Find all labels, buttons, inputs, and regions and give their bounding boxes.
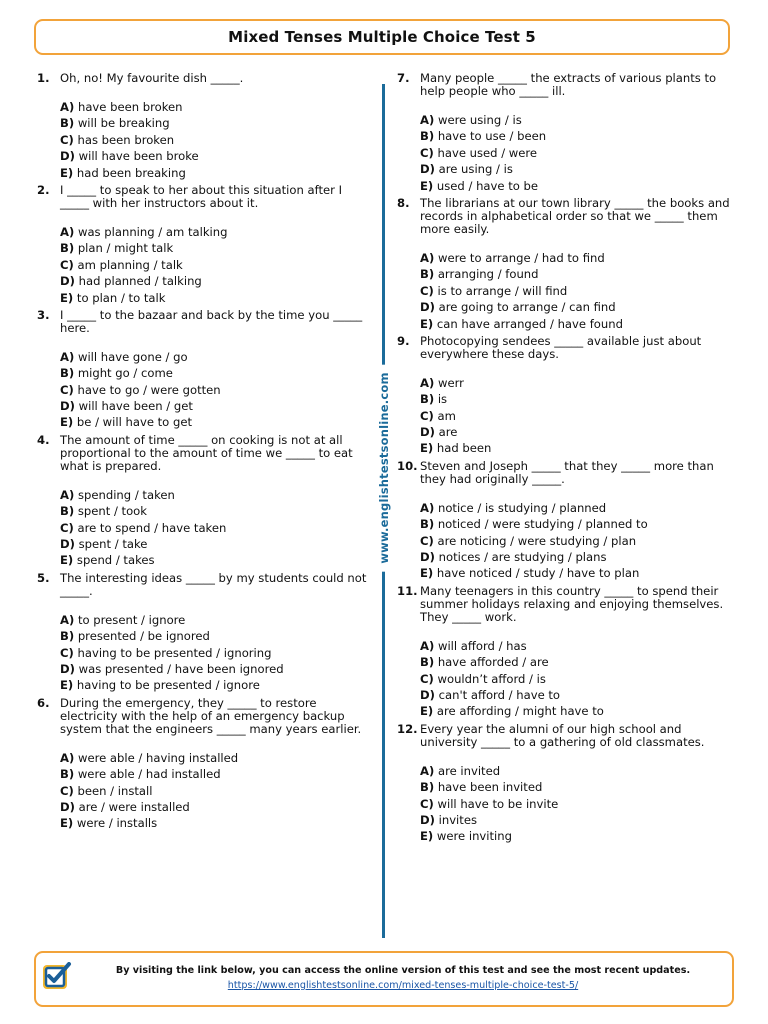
- option-text: presented / be ignored: [77, 629, 210, 644]
- option-text: might go / come: [77, 366, 173, 381]
- option-d: [60, 536, 372, 552]
- option-letter: C): [420, 283, 434, 298]
- option-c: [420, 533, 732, 549]
- option-letter: B): [420, 267, 435, 282]
- option-text: were able / having installed: [77, 750, 239, 765]
- options: [60, 349, 372, 431]
- question-text: The librarians at our town library _____ the books and records in alphabetical order so that we _____ them more easily.: [420, 195, 730, 236]
- question-number: 9.: [397, 333, 410, 348]
- option-b: [420, 128, 732, 144]
- option-text: to plan / to talk: [76, 290, 166, 305]
- option-b: [420, 516, 732, 532]
- option-letter: A): [420, 763, 435, 778]
- option-letter: D): [60, 537, 75, 552]
- option-b: [60, 628, 372, 644]
- option-text: has been broken: [77, 132, 175, 147]
- option-text: have used / were: [437, 145, 538, 160]
- option-b: [420, 779, 732, 795]
- question-7: [397, 72, 732, 194]
- option-text: am: [437, 408, 456, 423]
- question-text: During the emergency, they _____ to restore electricity with the help of an emergency backup system that the engineers _____ many years earlier.: [60, 695, 362, 736]
- option-d: [420, 812, 732, 828]
- option-text: will have been / get: [78, 399, 193, 414]
- option-a: [60, 612, 372, 628]
- option-a: [60, 224, 372, 240]
- option-c: [420, 283, 732, 299]
- option-a: [420, 763, 732, 779]
- option-d: [420, 424, 732, 440]
- option-text: werr: [437, 375, 464, 390]
- option-c: [420, 671, 732, 687]
- option-letter: D): [420, 300, 435, 315]
- option-letter: D): [420, 687, 435, 702]
- option-text: spent / took: [77, 504, 147, 519]
- option-d: [60, 273, 372, 289]
- question-8: [397, 197, 732, 332]
- option-letter: C): [60, 132, 74, 147]
- option-d: [420, 161, 732, 177]
- option-text: have been invited: [437, 780, 543, 795]
- option-letter: A): [60, 100, 75, 114]
- option-e: [420, 828, 732, 844]
- option-letter: E): [60, 415, 74, 430]
- option-letter: D): [60, 149, 75, 164]
- option-e: [60, 414, 372, 430]
- question-number: 8.: [397, 195, 410, 210]
- option-letter: E): [420, 829, 434, 844]
- question-6: [37, 697, 372, 832]
- option-letter: C): [420, 533, 434, 548]
- option-text: can have arranged / have found: [436, 316, 623, 331]
- option-letter: D): [420, 812, 435, 827]
- option-letter: D): [60, 799, 75, 814]
- option-a: [420, 638, 732, 654]
- page-title: Mixed Tenses Multiple Choice Test 5: [228, 28, 536, 46]
- option-letter: C): [60, 783, 74, 798]
- question-text: The amount of time _____ on cooking is not at all proportional to the amount of time we _____ to eat what is prepared.: [60, 432, 353, 473]
- option-text: will have been broke: [78, 149, 199, 164]
- option-b: [420, 654, 732, 670]
- option-letter: C): [60, 257, 74, 272]
- option-c: [60, 382, 372, 398]
- option-letter: B): [420, 780, 435, 795]
- option-d: [420, 687, 732, 703]
- option-d: [420, 299, 732, 315]
- option-text: having to be presented / ignoring: [77, 645, 272, 660]
- question-9: [397, 335, 732, 457]
- option-d: [60, 148, 372, 164]
- option-b: [420, 266, 732, 282]
- option-letter: C): [420, 145, 434, 160]
- option-text: to present / ignore: [77, 612, 186, 627]
- options: [420, 112, 732, 194]
- option-letter: E): [60, 165, 74, 180]
- option-d: [60, 661, 372, 677]
- question-5: [37, 572, 372, 694]
- option-letter: E): [60, 816, 74, 831]
- option-b: [60, 503, 372, 519]
- option-a: [420, 375, 732, 391]
- option-text: were using / is: [437, 113, 522, 127]
- option-letter: C): [420, 671, 434, 686]
- option-letter: E): [420, 316, 434, 331]
- question-number: 3.: [37, 307, 50, 322]
- option-c: [60, 645, 372, 661]
- question-text: I _____ to speak to her about this situation after I _____ with her instructors about it.: [60, 182, 343, 210]
- option-e: [60, 165, 372, 181]
- option-text: invites: [438, 812, 477, 827]
- option-letter: D): [60, 274, 75, 289]
- option-text: have to go / were gotten: [77, 382, 221, 397]
- option-b: [60, 240, 372, 256]
- option-a: [60, 750, 372, 766]
- option-e: [60, 290, 372, 306]
- footer-text: By visiting the link below, you can access the online version of this test and see the most recent updates.: [115, 965, 691, 976]
- option-text: was planning / am talking: [77, 224, 228, 239]
- option-text: have noticed / study / have to plan: [436, 566, 640, 581]
- question-number: 4.: [37, 432, 50, 447]
- question-text: Every year the alumni of our high school and university _____ to a gathering of old classmates.: [420, 721, 705, 749]
- option-c: [420, 145, 732, 161]
- question-number: 5.: [37, 570, 50, 585]
- option-d: [60, 799, 372, 815]
- option-b: [420, 391, 732, 407]
- option-text: wouldn’t afford / is: [437, 671, 546, 686]
- question-number: 2.: [37, 182, 50, 197]
- option-letter: C): [60, 520, 74, 535]
- option-text: spend / takes: [76, 553, 155, 568]
- question-11: [397, 585, 732, 720]
- option-letter: B): [420, 392, 435, 407]
- option-text: will have to be invite: [437, 796, 559, 811]
- option-letter: A): [420, 638, 435, 653]
- question-number: 1.: [37, 71, 50, 85]
- question-1: [37, 72, 372, 181]
- option-letter: D): [420, 550, 435, 565]
- option-e: [420, 703, 732, 719]
- options: [420, 500, 732, 582]
- options: [60, 99, 372, 181]
- option-text: am planning / talk: [77, 257, 183, 272]
- option-text: are going to arrange / can find: [438, 300, 616, 315]
- option-letter: D): [60, 399, 75, 414]
- footer-box: [34, 951, 734, 1007]
- option-c: [60, 520, 372, 536]
- option-letter: C): [60, 645, 74, 660]
- option-a: [420, 250, 732, 266]
- question-number: 11.: [397, 583, 418, 598]
- option-letter: E): [60, 678, 74, 693]
- option-letter: D): [420, 162, 435, 177]
- question-10: [397, 460, 732, 582]
- option-letter: A): [420, 375, 435, 390]
- option-c: [60, 783, 372, 799]
- title-box: [34, 19, 730, 55]
- option-a: [60, 349, 372, 365]
- option-letter: A): [60, 487, 75, 502]
- option-text: are using / is: [438, 162, 513, 177]
- question-text: Photocopying sendees _____ available just about everywhere these days.: [420, 333, 702, 361]
- option-text: have been broken: [77, 100, 183, 114]
- option-letter: B): [60, 767, 75, 782]
- question-2: [37, 184, 372, 306]
- option-text: is: [437, 392, 448, 407]
- question-4: [37, 434, 372, 569]
- option-text: are to spend / have taken: [77, 520, 227, 535]
- option-letter: B): [60, 629, 75, 644]
- options: [60, 612, 372, 694]
- option-b: [60, 365, 372, 381]
- option-text: had planned / talking: [78, 274, 202, 289]
- option-text: were able / had installed: [77, 767, 221, 782]
- option-d: [60, 398, 372, 414]
- option-letter: A): [60, 349, 75, 364]
- option-text: notice / is studying / planned: [437, 500, 607, 515]
- option-a: [420, 112, 732, 128]
- question-text: Many people _____ the extracts of various plants to help people who _____ ill.: [420, 71, 717, 98]
- option-text: arranging / found: [437, 267, 539, 282]
- option-e: [420, 178, 732, 194]
- option-b: [60, 115, 372, 131]
- option-letter: B): [60, 116, 75, 131]
- question-number: 10.: [397, 458, 418, 473]
- option-text: had been: [436, 441, 492, 456]
- option-c: [420, 796, 732, 812]
- option-text: are / were installed: [78, 799, 190, 814]
- option-e: [420, 316, 732, 332]
- option-letter: A): [60, 750, 75, 765]
- option-letter: E): [60, 553, 74, 568]
- option-letter: E): [420, 704, 434, 719]
- option-e: [420, 565, 732, 581]
- option-letter: E): [60, 290, 74, 305]
- options: [60, 750, 372, 832]
- option-letter: B): [60, 504, 75, 519]
- option-text: have to use / been: [437, 129, 547, 144]
- question-number: 7.: [397, 71, 410, 85]
- question-3: [37, 309, 372, 431]
- option-text: notices / are studying / plans: [438, 550, 607, 565]
- options: [60, 487, 372, 569]
- right-column: [397, 72, 732, 848]
- question-text: Many teenagers in this country _____ to spend their summer holidays relaxing and enjoying themselves. They _____ work.: [420, 583, 724, 624]
- option-text: were / installs: [76, 816, 158, 831]
- option-e: [60, 677, 372, 693]
- option-text: can't afford / have to: [438, 687, 561, 702]
- options: [420, 763, 732, 845]
- question-12: [397, 723, 732, 845]
- option-text: will afford / has: [437, 638, 527, 653]
- option-c: [60, 132, 372, 148]
- option-c: [60, 257, 372, 273]
- checkbox-logo-icon: [42, 962, 72, 992]
- option-text: are affording / might have to: [436, 704, 604, 719]
- option-text: been / install: [77, 783, 153, 798]
- option-text: is to arrange / will find: [437, 283, 568, 298]
- option-text: be / will have to get: [76, 415, 193, 430]
- option-letter: B): [60, 366, 75, 381]
- question-text: Oh, no! My favourite dish _____.: [60, 71, 244, 85]
- option-letter: E): [420, 566, 434, 581]
- option-text: will have gone / go: [77, 349, 188, 364]
- question-number: 6.: [37, 695, 50, 710]
- option-text: was presented / have been ignored: [78, 661, 284, 676]
- option-text: used / have to be: [436, 178, 539, 193]
- option-letter: A): [60, 224, 75, 239]
- option-letter: D): [420, 425, 435, 440]
- option-letter: A): [420, 500, 435, 515]
- option-letter: C): [420, 408, 434, 423]
- left-column: [37, 72, 372, 835]
- option-letter: A): [420, 250, 435, 265]
- option-letter: B): [420, 517, 435, 532]
- option-letter: E): [420, 178, 434, 193]
- options: [420, 250, 732, 332]
- option-e: [60, 552, 372, 568]
- option-text: are: [438, 425, 458, 440]
- option-a: [420, 500, 732, 516]
- option-text: were inviting: [436, 829, 512, 844]
- options: [60, 224, 372, 306]
- question-text: The interesting ideas _____ by my students could not _____.: [60, 570, 367, 598]
- option-letter: A): [420, 113, 435, 127]
- option-d: [420, 549, 732, 565]
- options: [420, 638, 732, 720]
- site-watermark: www.englishtestsonline.com: [375, 364, 393, 571]
- option-c: [420, 408, 732, 424]
- option-text: noticed / were studying / planned to: [437, 517, 648, 532]
- option-text: were to arrange / had to find: [437, 250, 605, 265]
- option-e: [420, 440, 732, 456]
- option-text: had been breaking: [76, 165, 186, 180]
- option-e: [60, 815, 372, 831]
- option-letter: C): [420, 796, 434, 811]
- option-letter: B): [420, 129, 435, 144]
- options: [420, 375, 732, 457]
- option-text: spending / taken: [77, 487, 175, 502]
- option-text: will be breaking: [77, 116, 170, 131]
- question-text: Steven and Joseph _____ that they _____ more than they had originally _____.: [420, 458, 714, 486]
- option-text: have afforded / are: [437, 655, 549, 670]
- option-letter: B): [60, 241, 75, 256]
- question-number: 12.: [397, 721, 418, 736]
- option-b: [60, 766, 372, 782]
- option-text: having to be presented / ignore: [76, 678, 260, 693]
- option-letter: B): [420, 655, 435, 670]
- question-text: I _____ to the bazaar and back by the time you _____ here.: [60, 307, 363, 335]
- option-a: [60, 99, 372, 115]
- footer-link[interactable]: https://www.englishtestsonline.com/mixed-tenses-multiple-choice-test-5/: [227, 980, 579, 991]
- option-letter: D): [60, 661, 75, 676]
- option-letter: C): [60, 382, 74, 397]
- option-text: plan / might talk: [77, 241, 174, 256]
- option-a: [60, 487, 372, 503]
- option-text: spent / take: [78, 537, 148, 552]
- option-letter: A): [60, 612, 75, 627]
- option-letter: E): [420, 441, 434, 456]
- option-text: are noticing / were studying / plan: [437, 533, 637, 548]
- option-text: are invited: [437, 763, 501, 778]
